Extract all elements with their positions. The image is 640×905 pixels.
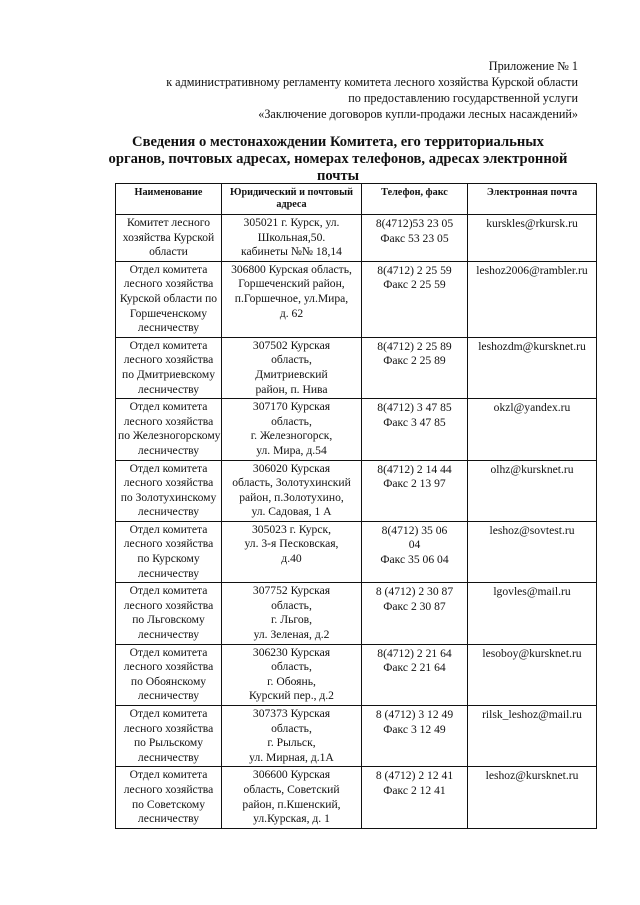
cell-phone-line: 8 (4712) 3 12 49 <box>375 708 454 721</box>
cell-email <box>468 261 597 337</box>
cell-address-line: г. Льгов, <box>270 613 313 627</box>
cell-address-line: Школьная,50. <box>257 230 326 244</box>
cell-address <box>222 521 362 582</box>
cell-name-line: Отдел комитета <box>129 522 208 536</box>
email-address: leshoz@kursknet.ru <box>485 769 579 783</box>
cell-phone <box>362 261 468 337</box>
cell-name-line: лесного хозяйства <box>123 598 214 612</box>
cell-address-line: ул. Садовая, 1 А <box>251 505 332 519</box>
cell-email <box>468 521 597 582</box>
cell-email <box>468 644 597 705</box>
cell-email <box>468 215 597 262</box>
appendix-service: по предоставлению государственной услуги <box>348 91 578 105</box>
cell-phone-line: Факс 53 23 05 <box>380 231 449 245</box>
cell-address-line: 307373 Курская <box>252 707 331 720</box>
table-row <box>116 583 597 644</box>
cell-address-line: Горшеченский район, <box>238 277 345 291</box>
cell-address-line: область, Советский <box>243 782 340 796</box>
cell-name-line: лесничеству <box>137 628 200 642</box>
table-row <box>116 337 597 398</box>
cell-name-line: по Золотухинскому <box>120 490 217 504</box>
table-row <box>116 706 597 767</box>
cell-name <box>116 215 222 262</box>
cell-name <box>116 337 222 398</box>
cell-address-line: 306600 Курская <box>252 768 331 782</box>
cell-phone <box>362 583 468 644</box>
cell-address-line: область, Золотухинский <box>232 476 351 490</box>
cell-phone-line: 8(4712) 2 25 89 <box>377 339 452 353</box>
cell-phone-line: Факс 3 12 49 <box>383 722 446 736</box>
cell-address <box>222 583 362 644</box>
cell-address-line: г. Железногорск, <box>250 429 333 443</box>
cell-name-line: лесничеству <box>137 812 200 826</box>
appendix-regulation: к административному регламенту комитета лесного хозяйства Курской области <box>166 75 578 89</box>
cell-address-line: д.40 <box>281 552 302 566</box>
cell-address-line: 305021 г. Курск, ул. <box>243 216 340 229</box>
cell-phone-line: Факс 2 13 97 <box>383 477 446 491</box>
cell-name-line: области <box>149 245 188 259</box>
cell-email <box>468 337 597 398</box>
cell-name-line: Горшеченскому <box>129 306 208 320</box>
cell-phone-line: 8(4712) 2 25 59 <box>377 263 452 277</box>
table-row <box>116 767 597 828</box>
cell-name-line: по Дмитриевскому <box>121 367 215 381</box>
cell-email <box>468 399 597 460</box>
cell-phone-line: 8(4712)53 23 05 <box>375 217 454 230</box>
cell-name-line: хозяйства Курской <box>122 230 215 244</box>
cell-address-line: 306800 Курская область, <box>231 262 352 276</box>
cell-address <box>222 215 362 262</box>
offices-table <box>115 183 597 829</box>
cell-name-line: лесничеству <box>137 443 200 457</box>
cell-phone-line: Факс 2 25 59 <box>383 278 446 292</box>
cell-name-line: лесничеству <box>137 382 200 396</box>
cell-name-line: по Железногорскому <box>118 429 221 443</box>
cell-address <box>222 337 362 398</box>
cell-address <box>222 460 362 521</box>
cell-address-line: область, <box>271 414 312 428</box>
cell-phone-line: Факс 2 12 41 <box>383 783 446 797</box>
cell-phone <box>362 337 468 398</box>
cell-address-line: ул. Зеленая, д.2 <box>253 628 330 642</box>
cell-name-line: лесного хозяйства <box>123 476 214 490</box>
cell-name-line: Отдел комитета <box>129 645 208 659</box>
title-line: почты <box>316 168 360 184</box>
table-row <box>116 460 597 521</box>
cell-name-line: Отдел комитета <box>129 707 208 720</box>
email-address: okzl@yandex.ru <box>493 401 571 415</box>
cell-phone-line: 8(4712) 2 21 64 <box>377 646 452 660</box>
cell-name <box>116 706 222 767</box>
cell-name <box>116 644 222 705</box>
title-line: Сведения о местонахождении Комитета, его территориальных <box>132 134 544 150</box>
cell-phone-line: 8(4712) 35 06 <box>381 523 448 537</box>
cell-address-line: ул. 3-я Песковская, <box>244 537 339 551</box>
cell-address-line: п.Горшечное, ул.Мира, <box>234 291 349 305</box>
cell-name <box>116 399 222 460</box>
header-address: Юридический и почтовый адреса <box>222 184 362 215</box>
cell-phone <box>362 767 468 828</box>
cell-name <box>116 261 222 337</box>
cell-name <box>116 583 222 644</box>
cell-name-line: по Советскому <box>131 797 206 811</box>
cell-address-line: кабинеты №№ 18,14 <box>241 245 342 259</box>
cell-phone-line: 8 (4712) 2 30 87 <box>375 585 454 599</box>
table-header-row <box>116 184 597 215</box>
cell-address-line: Курский пер., д.2 <box>249 689 334 703</box>
table-row <box>116 215 597 262</box>
cell-name-line: лесничеству <box>137 321 200 335</box>
cell-name-line: Комитет лесного <box>126 216 211 229</box>
cell-address-line: д. 62 <box>279 306 304 320</box>
header-phone: Телефон, факс <box>362 184 468 215</box>
email-address: kurskles@rkursk.ru <box>486 217 578 230</box>
cell-name-line: лесничеству <box>137 689 200 703</box>
appendix-service-name: «Заключение договоров купли-продажи лесных насаждений» <box>258 107 578 121</box>
cell-phone <box>362 215 468 262</box>
cell-phone <box>362 521 468 582</box>
cell-name-line: по Льговскому <box>132 613 205 627</box>
cell-phone-line: 8(4712) 3 47 85 <box>377 401 452 415</box>
cell-address-line: область, <box>271 721 312 735</box>
table-row <box>116 399 597 460</box>
cell-address-line: ул. Мира, д.54 <box>256 443 327 457</box>
cell-phone-line: Факс 2 21 64 <box>383 661 446 675</box>
cell-name-line: по Рыльскому <box>133 736 204 750</box>
cell-address <box>222 261 362 337</box>
cell-name-line: лесного хозяйства <box>123 414 214 428</box>
cell-phone-line: Факс 3 47 85 <box>383 415 446 429</box>
email-address: lesoboy@kursknet.ru <box>482 646 582 660</box>
email-address: leshoz@sovtest.ru <box>489 523 575 537</box>
cell-address-line: район, п. Нива <box>255 382 328 396</box>
cell-address-line: ул. Мирная, д.1А <box>249 750 334 764</box>
table-body <box>116 215 597 829</box>
email-address: leshozdm@kursknet.ru <box>478 339 586 353</box>
cell-phone-line: Факс 35 06 04 <box>380 553 449 567</box>
appendix-header <box>166 58 578 122</box>
cell-name-line: лесного хозяйства <box>123 537 214 551</box>
cell-address-line: 305023 г. Курск, <box>251 522 332 536</box>
email-address: lgovles@mail.ru <box>493 585 571 599</box>
cell-name-line: Отдел комитета <box>129 400 208 414</box>
cell-name-line: Курской области по <box>119 291 218 305</box>
cell-name-line: Отдел комитета <box>129 584 208 598</box>
cell-phone-line: 04 <box>408 538 421 552</box>
cell-name-line: лесничеству <box>137 505 200 519</box>
cell-name-line: лесничеству <box>137 566 200 580</box>
cell-address-line: 306020 Курская <box>252 461 331 475</box>
cell-address-line: г. Рыльск, <box>267 736 316 750</box>
title-line: органов, почтовых адресах, номерах телефонов, адресах электронной <box>108 151 568 167</box>
cell-address-line: область, <box>271 598 312 612</box>
document-title <box>88 134 588 185</box>
cell-address <box>222 399 362 460</box>
cell-name-line: по Курскому <box>137 552 200 566</box>
cell-name-line: Отдел комитета <box>129 768 208 782</box>
cell-name-line: Отдел комитета <box>129 461 208 475</box>
cell-phone-line: Факс 2 30 87 <box>383 599 446 613</box>
header-email: Электронная почта <box>468 184 597 215</box>
cell-phone-line: 8 (4712) 2 12 41 <box>375 769 454 783</box>
cell-phone <box>362 706 468 767</box>
cell-name-line: Отдел комитета <box>129 262 208 276</box>
cell-phone <box>362 399 468 460</box>
email-address: rilsk_leshoz@mail.ru <box>482 708 582 721</box>
cell-address-line: 306230 Курская <box>252 645 331 659</box>
table-row <box>116 521 597 582</box>
cell-address-line: г. Обоянь, <box>267 674 316 688</box>
cell-email <box>468 583 597 644</box>
cell-address-line: район, п.Золотухино, <box>239 490 344 504</box>
cell-address-line: район, п.Кшенский, <box>242 797 341 811</box>
cell-address <box>222 644 362 705</box>
cell-address <box>222 767 362 828</box>
cell-name-line: лесного хозяйства <box>123 782 214 796</box>
cell-phone-line: 8(4712) 2 14 44 <box>377 462 452 476</box>
cell-phone <box>362 460 468 521</box>
cell-address-line: 307752 Курская <box>252 584 331 598</box>
cell-name-line: лесного хозяйства <box>123 353 214 367</box>
table-row <box>116 644 597 705</box>
header-name: Наименование <box>116 184 222 215</box>
cell-name-line: Отдел комитета <box>129 338 208 352</box>
cell-address-line: 307502 Курская <box>252 338 331 352</box>
cell-phone <box>362 644 468 705</box>
cell-email <box>468 706 597 767</box>
table-row <box>116 261 597 337</box>
cell-name-line: лесного хозяйства <box>123 721 214 735</box>
cell-address-line: область, <box>271 353 312 367</box>
cell-email <box>468 460 597 521</box>
cell-address-line: область, <box>271 660 312 674</box>
cell-name <box>116 767 222 828</box>
cell-name-line: лесного хозяйства <box>123 277 214 291</box>
cell-name-line: лесничеству <box>137 750 200 764</box>
email-address: leshoz2006@rambler.ru <box>476 263 588 277</box>
cell-address-line: Дмитриевский <box>255 367 328 381</box>
cell-name-line: лесного хозяйства <box>123 660 214 674</box>
email-address: olhz@kursknet.ru <box>490 462 574 476</box>
cell-address-line: ул.Курская, д. 1 <box>253 812 330 826</box>
cell-email <box>468 767 597 828</box>
appendix-number: Приложение № 1 <box>488 59 578 73</box>
cell-address <box>222 706 362 767</box>
cell-name <box>116 521 222 582</box>
cell-name-line: по Обоянскому <box>130 674 207 688</box>
cell-phone-line: Факс 2 25 89 <box>383 354 446 368</box>
cell-name <box>116 460 222 521</box>
cell-address-line: 307170 Курская <box>252 400 331 414</box>
